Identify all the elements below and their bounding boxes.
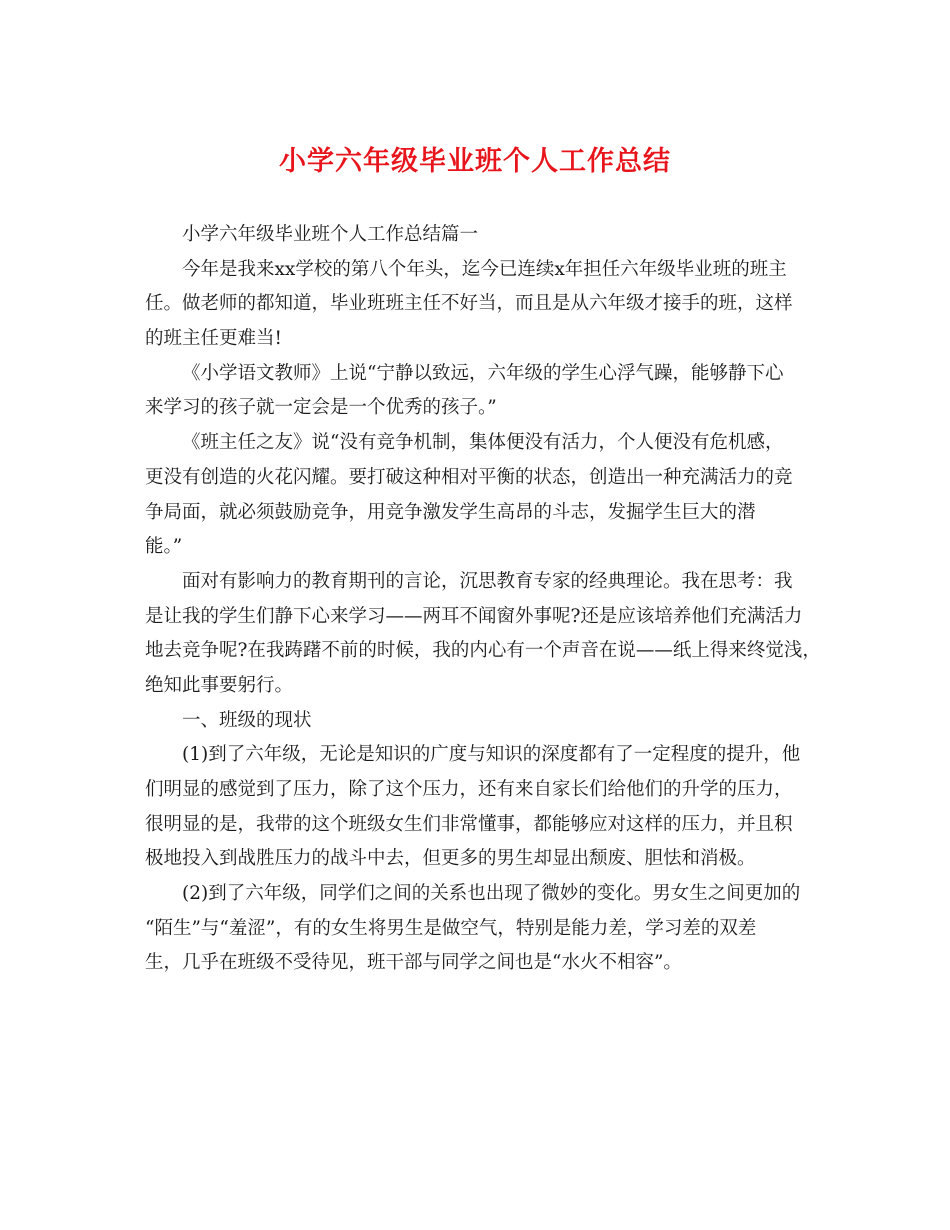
paragraph-line: 很明显的是，我带的这个班级女生们非常懂事，都能够应对这样的压力，并且积 xyxy=(145,813,793,835)
paragraph-line: 是让我的学生们静下心来学习——两耳不闻窗外事呢?还是应该培养他们充满活力 xyxy=(145,605,803,627)
paragraph-line: (2)到了六年级，同学们之间的关系也出现了微妙的变化。男女生之间更加的 xyxy=(182,883,801,905)
paragraph-line: 的班主任更难当! xyxy=(145,328,282,350)
paragraph-line: (1)到了六年级，无论是知识的广度与知识的深度都有了一定程度的提升，他 xyxy=(182,744,801,766)
paragraph-line: “陌生”与“羞涩”，有的女生将男生是做空气，特别是能力差，学习差的双差 xyxy=(145,917,757,939)
section-heading-class-status: 一、班级的现状 xyxy=(182,709,312,731)
paragraph-line: 争局面，就必须鼓励竞争，用竞争激发学生高昂的斗志，发掘学生巨大的潜 xyxy=(145,501,756,523)
document-title: 小学六年级毕业班个人工作总结 xyxy=(279,146,671,177)
paragraph-line: 面对有影响力的教育期刊的言论，沉思教育专家的经典理论。我在思考：我 xyxy=(182,570,793,592)
paragraph-line: 能。” xyxy=(145,536,183,558)
paragraph-line: 们明显的感觉到了压力，除了这个压力，还有来自家长们给他们的升学的压力， xyxy=(145,779,793,800)
paragraph-line: 极地投入到战胜压力的战斗中去，但更多的男生却显出颓废、胆怯和消极。 xyxy=(145,848,756,870)
paragraph-line: 《班主任之友》说“没有竞争机制，集体便没有活力，个人便没有危机感， xyxy=(182,432,784,454)
paragraph-line: 《小学语文教师》上说“宁静以致远，六年级的学生心浮气躁，能够静下心 xyxy=(182,362,784,384)
paragraph-line: 更没有创造的火花闪耀。要打破这种相对平衡的状态，创造出一种充满活力的竞 xyxy=(145,466,793,488)
paragraph-line: 地去竞争呢?在我踌躇不前的时候，我的内心有一个声音在说——纸上得来终觉浅， xyxy=(145,640,821,662)
paragraph-line: 绝知此事要躬行。 xyxy=(145,674,294,696)
section-heading-part-one: 小学六年级毕业班个人工作总结篇一 xyxy=(182,224,479,245)
paragraph-line: 任。做老师的都知道，毕业班班主任不好当，而且是从六年级才接手的班，这样 xyxy=(145,293,793,315)
paragraph-line: 来学习的孩子就一定会是一个优秀的孩子。” xyxy=(145,397,497,419)
paragraph-line: 今年是我来xx学校的第八个年头，迄今已连续x年担任六年级毕业班的班主 xyxy=(182,258,787,280)
document-body xyxy=(145,218,821,981)
paragraph-line: 生，几乎在班级不受待见，班干部与同学之间也是“水火不相容”。 xyxy=(145,952,682,974)
